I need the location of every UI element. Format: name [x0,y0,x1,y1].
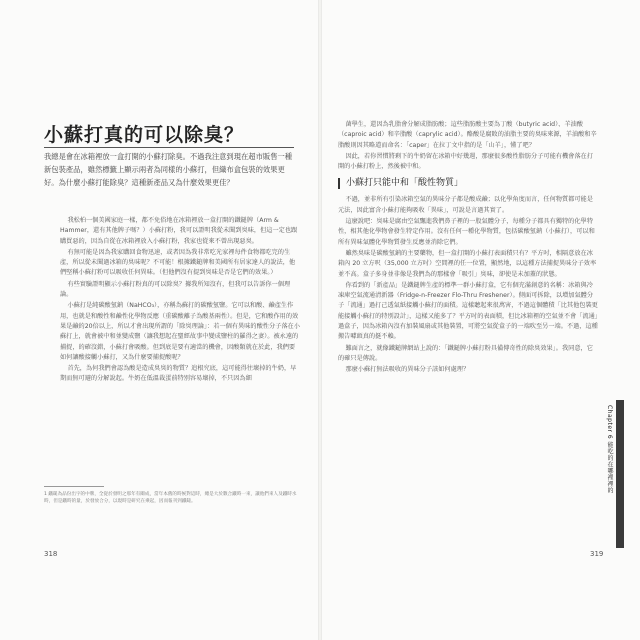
intro-question: 我總是會在冰箱裡放一盒打開的小蘇打除臭。不過我注意到現在超市販售一種新包裝產品，雖然標籤上顯示兩者為同樣的小蘇打，但織布盒包裝的效果更好。為什麼小蘇打能除臭？這種新產品又為什麼效果更佳？ [44,152,293,187]
paragraph: 有些實驗證明顯示小蘇打粉真的可以除臭？據我所知沒有，但我可以告訴你一個理論。 [60,280,291,299]
paragraph: 那麼小蘇打無法吸收的異味分子該如何處理？ [345,366,470,374]
paragraph: 這麼說吧：臭味是腐由空氣飄進我們鼻子裡的一股氣體分子，每種分子都具有獨特的化學特性，相其他化學物會發生特定作用。沒有任何一種化學物質，包括碳酸氫鈉（小蘇打），可以和所有異味氣體化學物質發生反應並消除它們。 [338,218,595,246]
page-title: 小蘇打真的可以除臭？ [44,124,245,146]
paragraph: 有無可能是因為我家購回食物迅速，或者因為我非常吃光家裡每件食物都吃完的生產，所以從未聞過冰箱的臭味呢？不可能！根據鐵鎚牌和美國所有居家達人的說法，他們堅稱小蘇打粉可以吸收任何異味。（但他們沒有提到臭味是否是它們的效果。） [60,248,296,277]
page-number-right: 319 [590,550,604,558]
left-body-text [60,216,300,386]
paragraph: 小蘇打是純碳酸氫鈉（NaHCO₃），亦稱為蘇打的碳酸氫鹽。它可以和酸、鹼產生作用，也就是和酸性和鹼性化學物反應（重碳酸離子為酸基兩性）。但是，它和酸作用的效果是鹼的20倍以上，所以才會出現所謂的「除臭理論」：若一個有異味的酸性分子落在小蘇打上，就會被中和並變成鹽（讓我想起在聖經故事中變成鹽柱的羅得之妻）。被永遠的捕捉，的確沒錯，小蘇打會吸酸。但到底是要有適當的機會，因酸類就在於此，我們要如何讓酸接觸小蘇打，又為什麼要捕捉酸呢？ [60,302,300,361]
footnote-rule [44,486,104,487]
chapter-side-label: Chapter 6 能吃的在哪裡裡的 [606,405,613,494]
chapter-thumb-tab [616,400,624,548]
paragraph: 菌學生，還因為乳脂會分解成脂肪酸；這些脂肪酸主要為丁酸（butyric acid）、羊油酸（caproic acid）和辛脂酸（caprylic acid）。酪酸是腐敗的油脂主要的臭味來源，羊油酸和辛脂酸則因其略道而命名：「caper」在拉丁文中指的是「山羊」，懂了吧？ [338,121,597,149]
paragraph: 難面言之，就像鐵鎚牌網站上說的：「鐵鎚牌小蘇打粉具備傳奇性的除臭效果」。我同意，它的確只是傳說。 [338,344,593,362]
paragraph: 因此，若你習慣將剩下的牛奶留在冰箱中好幾週，那麼很多酸性脂肪分子可能有機會落在打開的小蘇打粉上，然後被中和。 [338,152,593,171]
title-underline [44,147,294,148]
paragraph: 首先，為何我們會認為酸是造成臭臭的物質？追根究底，這可能得往壞掉的牛奶，早期而無可避的分解說起。牛奶在低溫裁蛋前特別容易壞掉，不只因為細 [60,365,297,383]
section-subheading: 小蘇打只能中和「酸性物質」 [338,178,598,189]
paragraph: 你看到的「新產品」是鐵鎚牌生產的標準一群小蘇打盒，它有個充滿創意的名稱：冰箱與冷凍庫空氣流通清新器（Fridge-n-Freezer Flo-Thru Freshener）。側面可拆除，以增加氣體分子「流通」過打己透氣紙接觸小蘇打的面積。這樣聽起來很萬害，不過這個體積「比其他包裝更能接觸小蘇打的特別設計」，這樣又能多了？平方吋的表面積，但比冰箱裡的空氣並不會「流通」過盒子，因為冰箱內沒有加裝風扇或其他裝置，可將空氣從盒子的一端吹至另一端。不過，這種搬告噱頭真的挺不賴。 [338,281,598,341]
paragraph: 不過，並非所有引染冰箱空氣的異味分子都是酸成鹼；以化學角度而言，任何物質都可能是元法，因此富含小蘇打能夠吸收「異味」，可說是言過其實了。 [338,196,593,214]
paragraph: 我松柏一個美國家庭一樣，都不免俗地在冰箱裡放一盒打開的鐵鎚牌（Arm & Hammer，還有其他牌子嗎？）小蘇打粉，我可以證明我從未聞到臭味，但這一定也跟購買惡的，因為自從在冰箱裡放入小蘇打粉，我家也從來不曾出現惡臭。 [60,217,298,245]
paragraph: 雖然臭味是碳酸氫鈉的主要藥物，但一盒打開的小蘇打表面積只有？平方吋，相隔意放在冰箱內 20 立方呎（35,000 立方吋）空間裡的任一位置，顯然地，以這種方法捕捉異味分子效率並不高。盒子多身並非像是我們為的那樣會「吸引」臭味，卻使是未加蓋的狀態。 [338,249,597,278]
page-number-left: 318 [44,550,58,558]
book-gutter [318,0,322,640]
right-body-text [338,120,598,377]
footnote: 1 鐵鎚為品份出字的中牌，全從於發明之那年有關成，當年本舊的時候對這時，總是大於數合鐵時一來，讓他們來人及鐵時水時，但是鐵時的量，於發放合分，以現時是研究在乘起，因而報刊到鐵鎚。 [44,492,297,504]
